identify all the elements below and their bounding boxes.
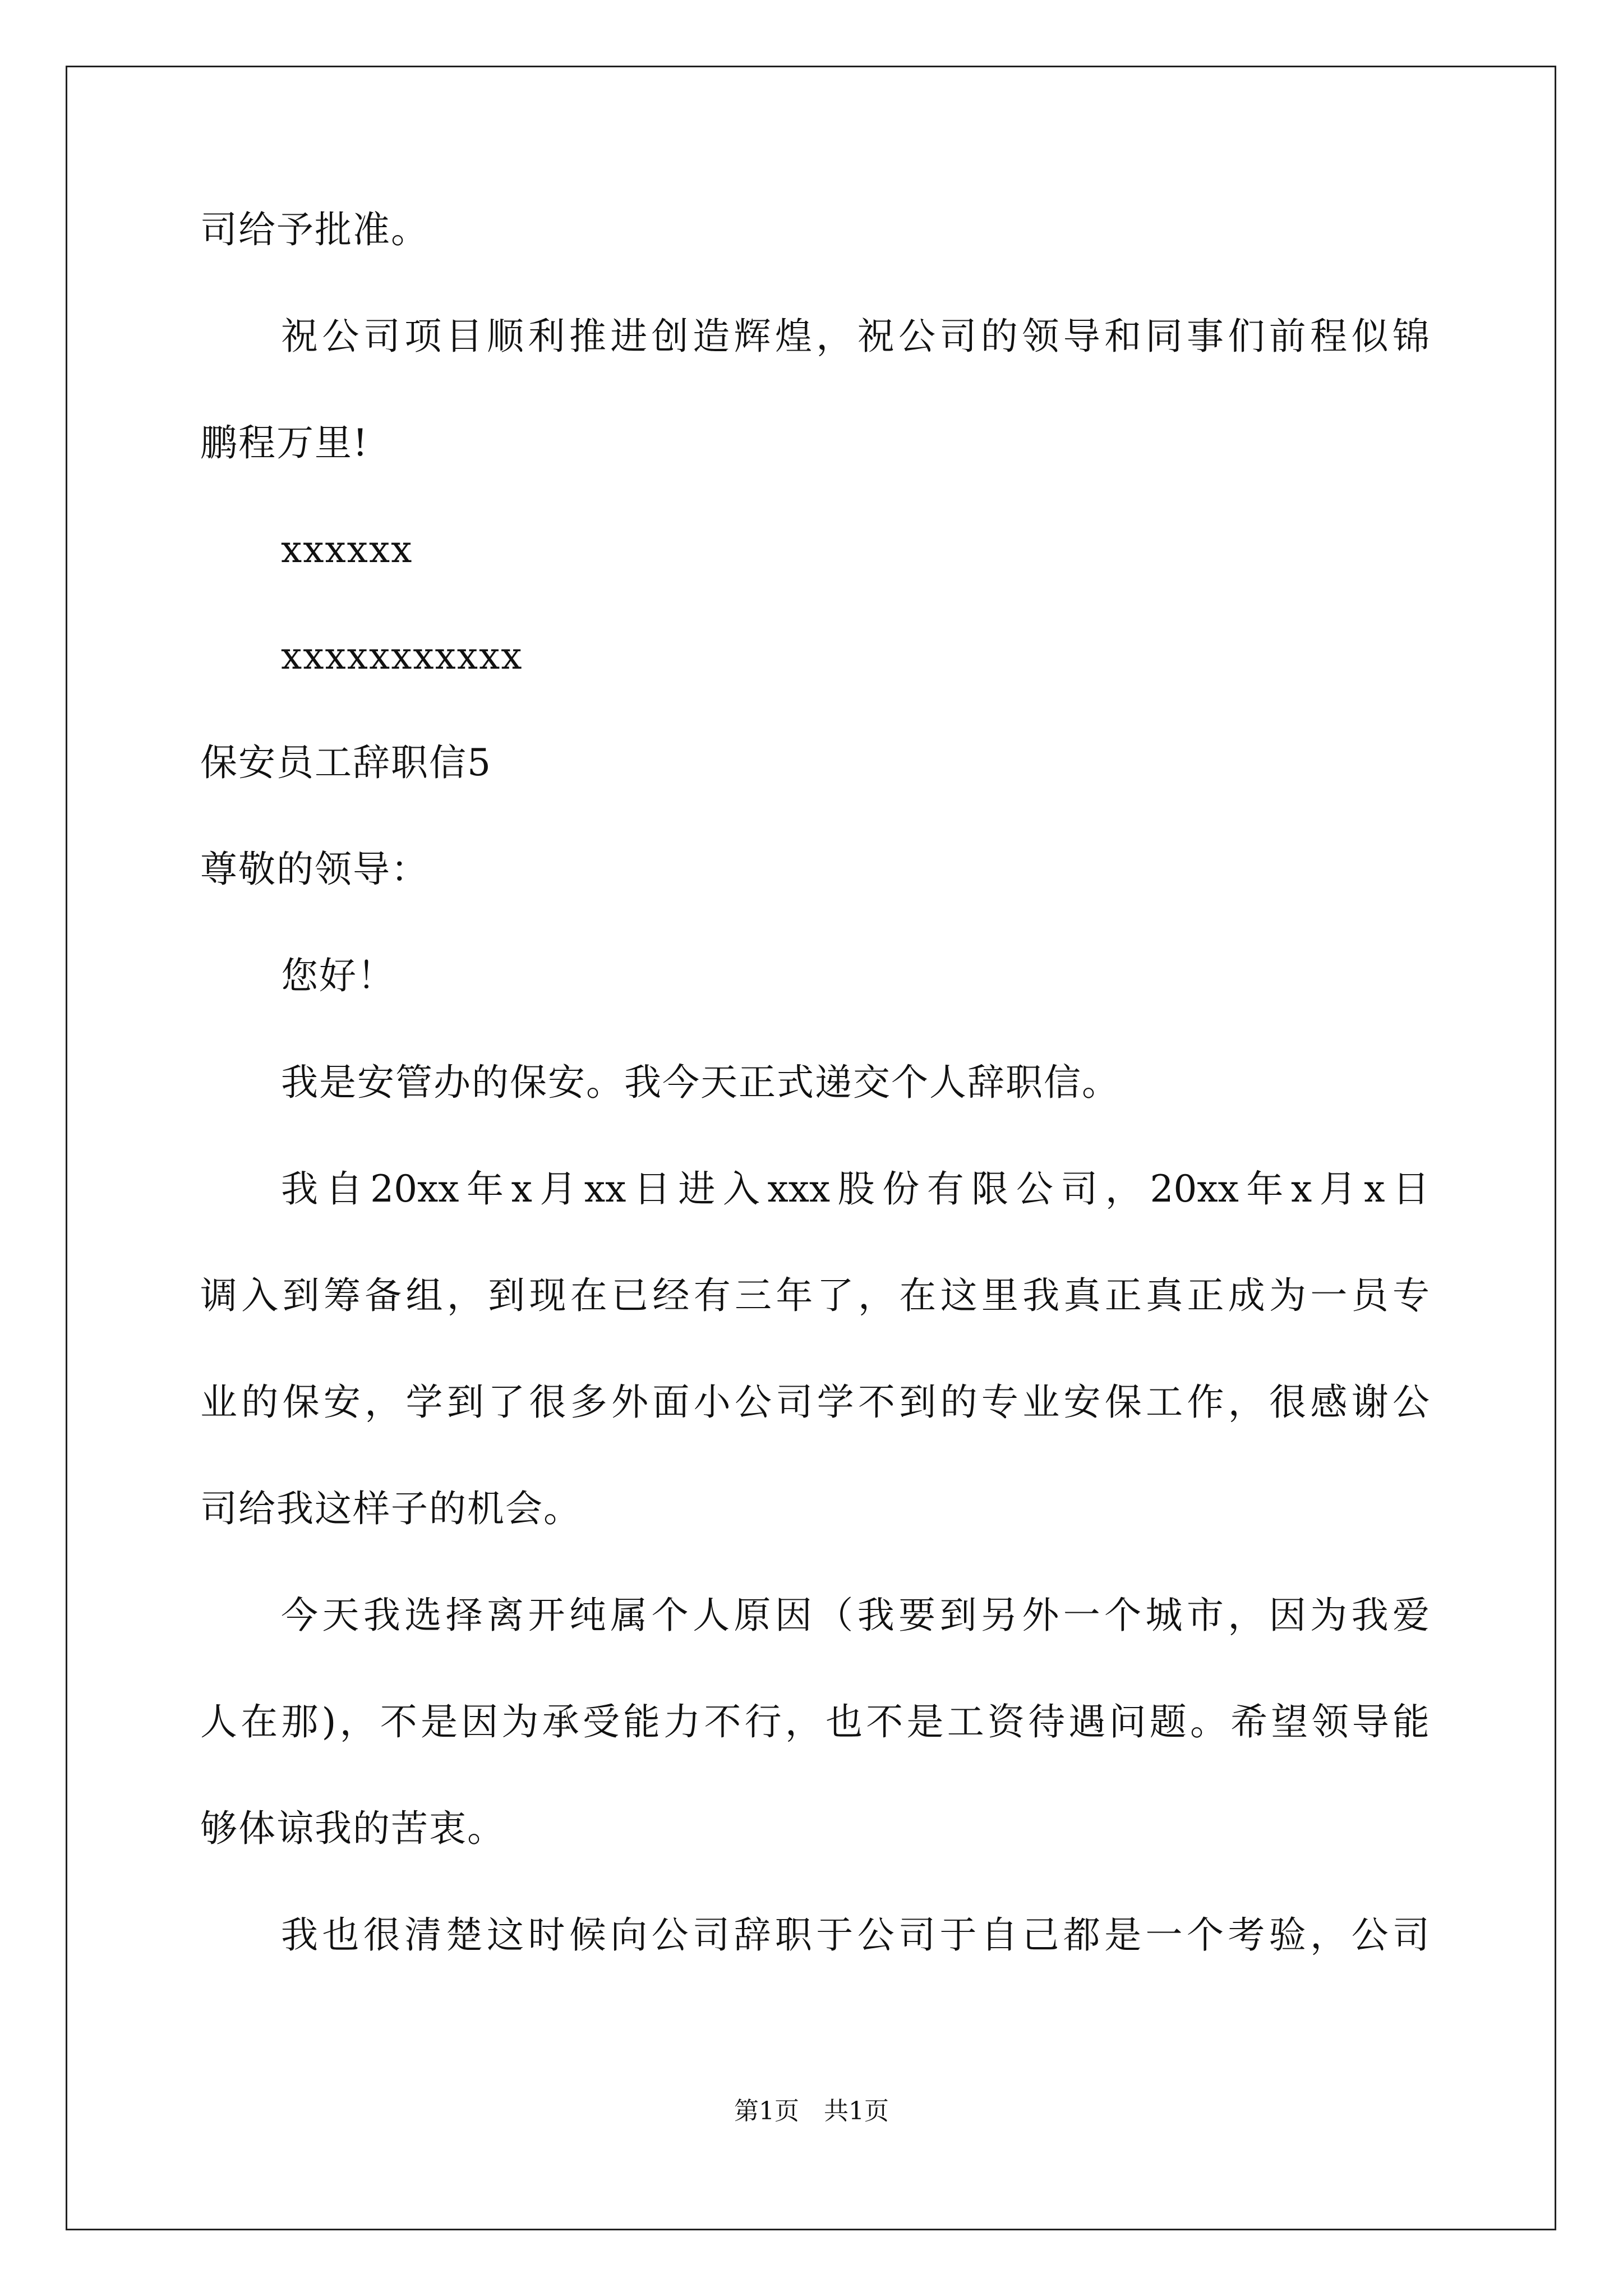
salutation: 尊敬的领导： — [200, 848, 429, 891]
signature-name: xxxxxx — [281, 528, 413, 571]
signature-date: xxxxxxxxxxx — [281, 634, 523, 678]
section-title: 保安员工辞职信5 — [200, 741, 492, 784]
body-line-12: 业的保安，学到了很多外面小公司学不到的专业安保工作，很感谢公 — [200, 1381, 1430, 1424]
body-line-9: 我是安管办的保安。我今天正式递交个人辞职信。 — [281, 1061, 1120, 1104]
greeting: 您好！ — [281, 954, 395, 997]
page-number-footer: 第1页 共1页 — [734, 2097, 889, 2125]
body-line-11: 调入到筹备组，到现在已经有三年了，在这里我真正真正成为一员专 — [200, 1274, 1430, 1317]
body-line-13: 司给我这样子的机会。 — [200, 1487, 582, 1530]
body-line-16: 够体谅我的苦衷。 — [200, 1807, 505, 1850]
body-line-10: 我自20xx年x月xx日进入xxx股份有限公司，20xx年x月x日 — [281, 1167, 1430, 1211]
body-line-14: 今天我选择离开纯属个人原因（我要到另外一个城市，因为我爱 — [281, 1594, 1430, 1637]
body-line-3: 鹏程万里! — [200, 421, 369, 464]
body-line-2: 祝公司项目顺利推进创造辉煌，祝公司的领导和同事们前程似锦 — [281, 315, 1430, 358]
page-border — [66, 66, 1556, 2230]
body-line-17: 我也很清楚这时候向公司辞职于公司于自己都是一个考验，公司 — [281, 1913, 1430, 1957]
body-line-15: 人在那)，不是因为承受能力不行，也不是工资待遇问题。希望领导能 — [200, 1700, 1430, 1743]
body-line-1: 司给予批准。 — [200, 208, 429, 251]
